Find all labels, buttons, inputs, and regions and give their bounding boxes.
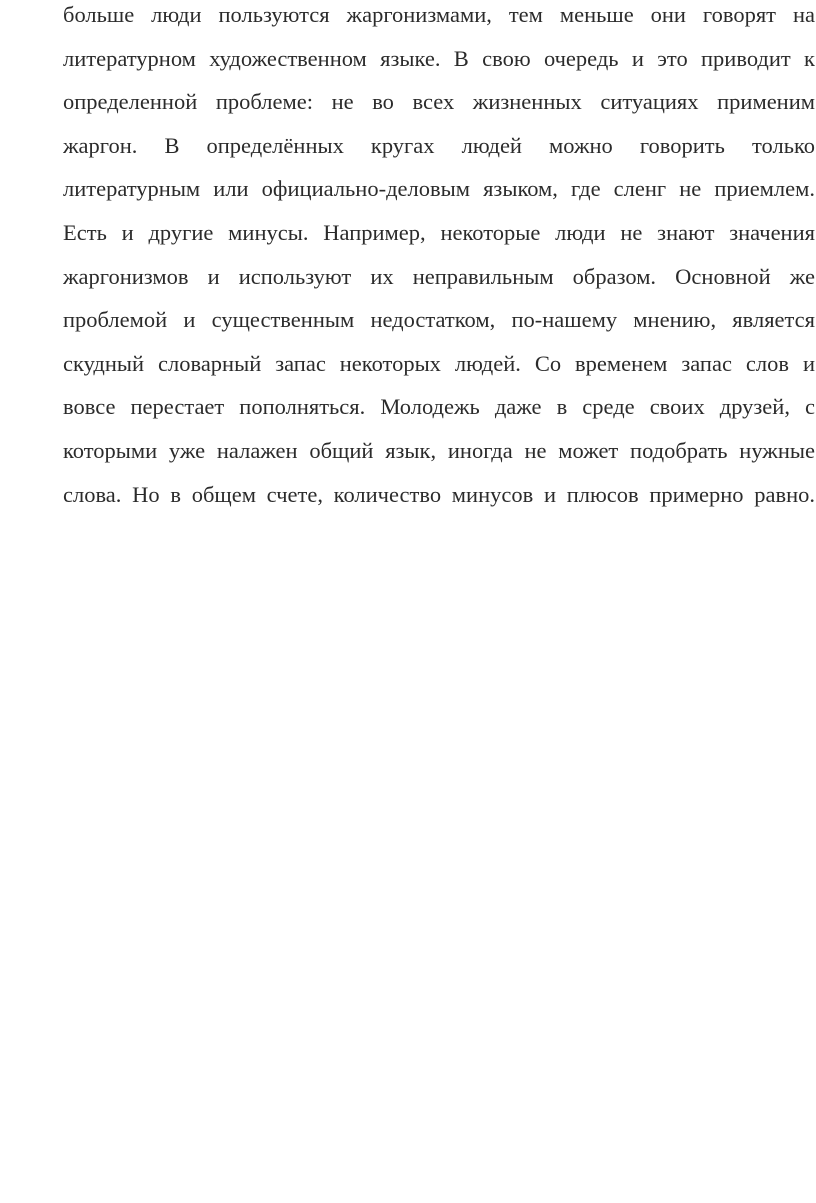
paragraph-line: которыми уже налажен общий язык, иногда не может подобрать нужные <box>63 437 815 463</box>
body-paragraph <box>63 1 815 524</box>
paragraph-line: больше люди пользуются жаргонизмами, тем меньше они говорят на <box>63 2 815 27</box>
paragraph-line: определенной проблеме: не во всех жизненных ситуациях применим <box>63 89 815 115</box>
paragraph-line: Есть и другие минусы. Например, некоторые люди не знают значения <box>63 219 815 245</box>
paragraph-line: литературным или официально-деловым языком, где сленг не приемлем. <box>63 176 815 202</box>
paragraph-line: вовсе перестает пополняться. Молодежь даже в среде своих друзей, с <box>63 394 815 420</box>
paragraph-line: скудный словарный запас некоторых людей. Со временем запас слов и <box>63 350 815 376</box>
paragraph-line: жаргонизмов и используют их неправильным образом. Основной же <box>63 263 815 289</box>
paragraph-line: литературном художественном языке. В свою очередь и это приводит к <box>63 45 815 71</box>
paragraph-line: жаргон. В определённых кругах людей можно говорить только <box>63 132 815 158</box>
paragraph-line: слова. Но в общем счете, количество минусов и плюсов примерно равно. <box>63 481 815 507</box>
paragraph-line: проблемой и существенным недостатком, по-нашему мнению, является <box>63 307 815 333</box>
